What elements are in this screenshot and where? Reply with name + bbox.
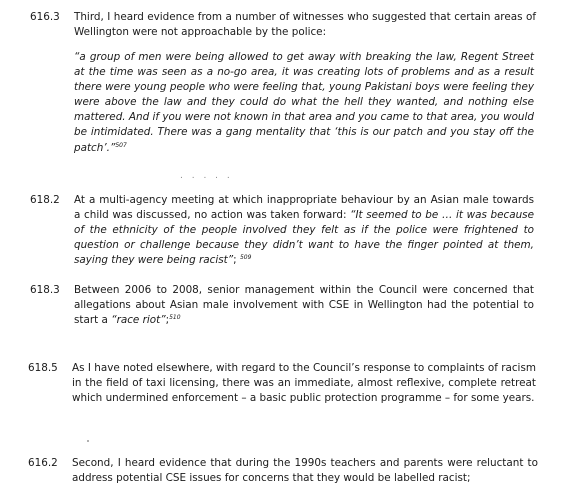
quote-text: “It seemed to be … it was because of the ethnicity of the people involved they felt as if the police were frightened to question or challenge because they didn’t want to have the finger pointed at them, saying they were being racist” (74, 209, 534, 267)
paragraph-number: 618.5 (28, 362, 58, 374)
paragraph-number: 618.3 (30, 284, 60, 296)
paragraph-text: Second, I heard evidence that during the 1990s teachers and parents were reluctant to address potential CSE issues for concerns that they would be labelled racist; (72, 457, 538, 485)
paragraph-body (72, 456, 538, 486)
block-quote (74, 50, 534, 156)
paragraph-text: Between 2006 to 2008, senior management within the Council were concerned that allegations about Asian male involvement with CSE in Wellington had the potential to start a (74, 284, 534, 327)
quote-text: “race riot” (111, 314, 166, 327)
quote-text: “a group of men were being allowed to get away with breaking the law, Regent Street at the time was seen as a no-go area, it was creating lots of problems and as a result there were young people who were feeling that, young Pakistani boys were feeling they were above the law and they could do what the hell they wanted, and nothing else mattered. And if you were not known in that area and you came to that area, you would be intimidated. There was a gang mentality that ‘this is our patch and you stay off the patch’.” (74, 51, 534, 154)
paragraph-number: 616.2 (28, 457, 58, 469)
footnote-ref: 509 (239, 254, 252, 262)
footnote-ref: 510 (169, 314, 181, 322)
paragraph-number: 616.3 (30, 11, 60, 23)
paragraph-body (72, 361, 536, 406)
paragraph-number: 618.2 (30, 194, 60, 206)
paragraph-text: Third, I heard evidence from a number of witnesses who suggested that certain areas of Wellington were not approachable by the police: (74, 11, 536, 39)
paragraph-body (74, 283, 534, 328)
footnote-ref: 507 (115, 141, 127, 149)
faint-separator: . . . . . (180, 171, 233, 181)
stray-mark (87, 440, 89, 442)
paragraph-body (74, 193, 534, 268)
paragraph-intro (74, 10, 536, 40)
paragraph-text: At a multi-agency meeting at which inappropriate behaviour by an Asian male towards a child was discussed, no action was taken forward: (74, 194, 534, 222)
paragraph-tail: ; (165, 314, 170, 327)
paragraph-text: As I have noted elsewhere, with regard to the Council’s response to complaints of racism in the field of taxi licensing, there was an immediate, almost reflexive, complete retreat which undermined enforcement – a basic public protection programme – for some years. (72, 362, 536, 405)
paragraph-tail: ; (233, 254, 240, 267)
